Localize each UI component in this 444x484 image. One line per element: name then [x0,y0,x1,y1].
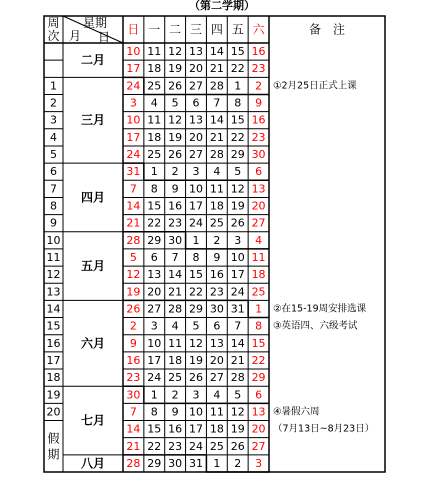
day-cell: 20 [251,199,266,213]
day-cell: 21 [209,130,224,144]
day-cell: 15 [147,199,162,213]
day-cell: 29 [230,148,245,162]
header-day-label: 日 [97,30,111,44]
header-weekday-label: 星期 [82,16,108,30]
month-label: 七月 [80,413,106,428]
day-cell: 28 [209,79,224,93]
day-cell: 17 [188,422,203,436]
header-weekday-4: 四 [210,22,223,37]
day-cell: 10 [126,45,141,59]
day-cell: 3 [150,319,158,333]
day-cell: 31 [126,165,141,179]
day-cell: 16 [126,353,141,367]
day-cell: 24 [188,216,203,230]
week-number: 1 [50,79,57,93]
week-number: 14 [46,302,61,316]
day-cell: 22 [147,216,162,230]
day-cell: 4 [213,388,221,402]
day-cell: 1 [255,302,263,316]
day-cell: 21 [230,353,245,367]
day-cell: 23 [209,285,224,299]
day-cell: 20 [188,130,203,144]
header-weekday-2: 二 [169,22,182,37]
month-label: 八月 [80,456,106,471]
header-week-label: 周 [47,16,60,30]
month-label: 五月 [80,259,106,274]
day-cell: 6 [255,388,263,402]
day-cell: 8 [150,182,158,196]
day-cell: 6 [192,96,200,110]
day-cell: 30 [126,388,141,402]
day-cell: 30 [251,148,266,162]
day-cell: 15 [188,268,203,282]
remark-note: ③英语四、六级考试 [273,320,358,332]
header-weekday-6: 六 [252,22,265,37]
week-number: 8 [50,199,57,213]
day-cell: 2 [171,165,179,179]
day-cell: 8 [255,319,263,333]
week-number: 16 [46,336,61,350]
day-cell: 10 [230,251,245,264]
week-number: 9 [50,216,57,230]
week-number: 11 [46,251,61,264]
month-label: 六月 [80,336,106,351]
header-remarks-label: 备 注 [308,22,346,37]
day-cell: 2 [129,319,137,333]
day-cell: 21 [126,439,141,453]
week-number: 3 [50,113,57,127]
day-cell: 29 [251,371,266,385]
day-cell: 7 [234,319,242,333]
week-number: 17 [46,353,61,367]
day-cell: 28 [168,302,183,316]
day-cell: 24 [147,371,162,385]
day-cell: 8 [192,251,200,264]
week-number: 18 [46,371,61,385]
day-cell: 19 [168,62,183,76]
day-cell: 12 [188,336,203,350]
day-cell: 9 [171,182,179,196]
day-cell: 19 [126,285,141,299]
day-cell: 28 [209,148,224,162]
day-cell: 25 [168,371,183,385]
day-cell: 27 [251,439,266,453]
day-cell: 28 [230,371,245,385]
day-cell: 19 [230,422,245,436]
header-week-label: 次 [47,29,60,43]
day-cell: 2 [234,456,242,470]
day-cell: 24 [126,148,141,162]
day-cell: 10 [147,336,162,350]
day-cell: 18 [168,353,183,367]
day-cell: 11 [209,182,224,196]
day-cell: 20 [209,353,224,367]
vacation-label: 期 [47,447,60,462]
day-cell: 5 [129,251,137,264]
day-cell: 11 [147,45,162,59]
week-number: 20 [46,405,61,419]
day-cell: 10 [126,113,141,127]
day-cell: 10 [188,182,203,196]
day-cell: 23 [251,62,266,76]
header-weekday-3: 三 [189,22,203,37]
day-cell: 4 [150,96,158,110]
day-cell: 14 [126,199,141,213]
day-cell: 27 [188,79,203,93]
day-cell: 19 [168,130,183,144]
day-cell: 29 [188,302,203,316]
day-cell: 22 [147,439,162,453]
day-cell: 24 [188,439,203,453]
day-cell: 12 [230,405,245,419]
day-cell: 13 [188,45,203,59]
day-cell: 9 [255,96,263,110]
week-number: 7 [50,182,57,196]
month-label: 三月 [80,113,106,128]
week-number: 10 [46,233,61,247]
day-cell: 26 [168,148,183,162]
day-cell: 16 [251,45,266,59]
header-weekday-0: 日 [127,22,140,37]
week-number: 13 [46,285,61,299]
day-cell: 11 [251,251,266,264]
day-cell: 5 [234,388,242,402]
week-number: 19 [46,388,61,402]
day-cell: 9 [171,405,179,419]
day-cell: 7 [171,251,179,264]
day-cell: 16 [168,199,183,213]
day-cell: 25 [147,148,162,162]
remark-note: ①2月25日正式上课 [273,80,357,92]
day-cell: 27 [209,371,224,385]
day-cell: 15 [147,422,162,436]
day-cell: 20 [147,285,162,299]
day-cell: 15 [230,113,245,127]
day-cell: 13 [251,405,266,419]
day-cell: 22 [188,285,203,299]
day-cell: 23 [168,439,183,453]
page-title: （第二学期） [189,0,255,12]
day-cell: 28 [126,456,141,470]
day-cell: 13 [251,182,266,196]
remark-note: （7月13日~8月23日） [273,423,375,435]
day-cell: 26 [230,216,245,230]
day-cell: 18 [209,199,224,213]
day-cell: 2 [171,388,179,402]
day-cell: 25 [209,439,224,453]
day-cell: 30 [209,302,224,316]
day-cell: 14 [230,336,245,350]
week-number: 12 [46,268,61,282]
day-cell: 21 [126,216,141,230]
day-cell: 14 [126,422,141,436]
day-cell: 1 [150,388,158,402]
day-cell: 8 [150,405,158,419]
day-cell: 27 [188,148,203,162]
day-cell: 13 [209,336,224,350]
day-cell: 11 [147,113,162,127]
day-cell: 17 [147,353,162,367]
week-number: 5 [50,148,57,162]
day-cell: 7 [213,96,221,110]
day-cell: 19 [188,353,203,367]
day-cell: 1 [192,233,200,247]
day-cell: 28 [126,233,141,247]
day-cell: 25 [209,216,224,230]
day-cell: 25 [147,79,162,93]
day-cell: 4 [213,165,221,179]
day-cell: 26 [188,371,203,385]
day-cell: 17 [126,62,141,76]
day-cell: 15 [230,45,245,59]
day-cell: 6 [150,251,158,264]
header-weekday-1: 一 [148,22,161,37]
day-cell: 27 [147,302,162,316]
day-cell: 18 [147,62,162,76]
day-cell: 26 [126,302,141,316]
day-cell: 12 [230,182,245,196]
day-cell: 21 [209,62,224,76]
day-cell: 4 [171,319,179,333]
day-cell: 14 [168,268,183,282]
day-cell: 18 [209,422,224,436]
day-cell: 4 [255,233,263,247]
day-cell: 24 [126,79,141,93]
day-cell: 14 [209,45,224,59]
day-cell: 18 [251,268,266,282]
day-cell: 12 [168,113,183,127]
day-cell: 16 [209,268,224,282]
day-cell: 3 [192,165,200,179]
day-cell: 18 [147,130,162,144]
day-cell: 13 [188,113,203,127]
day-cell: 1 [150,165,158,179]
day-cell: 29 [147,233,162,247]
remark-note: ②在15-19周安排选课 [273,303,367,315]
remark-note: ④暑假六周 [273,406,320,418]
day-cell: 23 [168,216,183,230]
header-weekday-5: 五 [231,22,244,37]
day-cell: 16 [168,422,183,436]
week-number: 4 [50,130,57,144]
day-cell: 26 [230,439,245,453]
day-cell: 20 [188,62,203,76]
day-cell: 23 [251,130,266,144]
day-cell: 12 [168,45,183,59]
day-cell: 8 [234,96,242,110]
day-cell: 17 [230,268,245,282]
week-number: 6 [50,165,57,179]
month-label: 四月 [80,190,106,205]
day-cell: 9 [129,336,137,350]
vacation-label: 假 [47,431,60,446]
day-cell: 5 [171,96,179,110]
day-cell: 21 [168,285,183,299]
day-cell: 1 [213,456,221,470]
day-cell: 3 [129,96,137,110]
day-cell: 17 [188,199,203,213]
day-cell: 2 [255,79,263,93]
day-cell: 27 [251,216,266,230]
day-cell: 12 [126,268,141,282]
day-cell: 14 [209,113,224,127]
day-cell: 1 [234,79,242,93]
day-cell: 13 [147,268,162,282]
day-cell: 17 [126,130,141,144]
day-cell: 26 [168,79,183,93]
day-cell: 3 [234,233,242,247]
day-cell: 31 [230,302,245,316]
day-cell: 20 [251,422,266,436]
week-number: 15 [46,319,61,333]
day-cell: 22 [230,62,245,76]
day-cell: 3 [192,388,200,402]
month-label: 二月 [80,53,106,68]
week-number: 2 [50,96,57,110]
day-cell: 29 [147,456,162,470]
day-cell: 22 [230,130,245,144]
day-cell: 9 [213,251,221,264]
day-cell: 7 [129,405,137,419]
day-cell: 11 [168,336,183,350]
day-cell: 30 [168,456,183,470]
day-cell: 25 [251,285,266,299]
day-cell: 5 [192,319,200,333]
day-cell: 5 [234,165,242,179]
day-cell: 30 [168,233,183,247]
day-cell: 7 [129,182,137,196]
day-cell: 6 [255,165,263,179]
day-cell: 23 [126,371,141,385]
day-cell: 19 [230,199,245,213]
day-cell: 2 [213,233,221,247]
day-cell: 11 [209,405,224,419]
day-cell: 31 [188,456,203,470]
header-month-label: 月 [68,29,82,43]
day-cell: 10 [188,405,203,419]
day-cell: 15 [251,336,266,350]
day-cell: 6 [213,319,221,333]
day-cell: 3 [255,456,263,470]
day-cell: 24 [230,285,245,299]
day-cell: 16 [251,113,266,127]
day-cell: 22 [251,353,266,367]
